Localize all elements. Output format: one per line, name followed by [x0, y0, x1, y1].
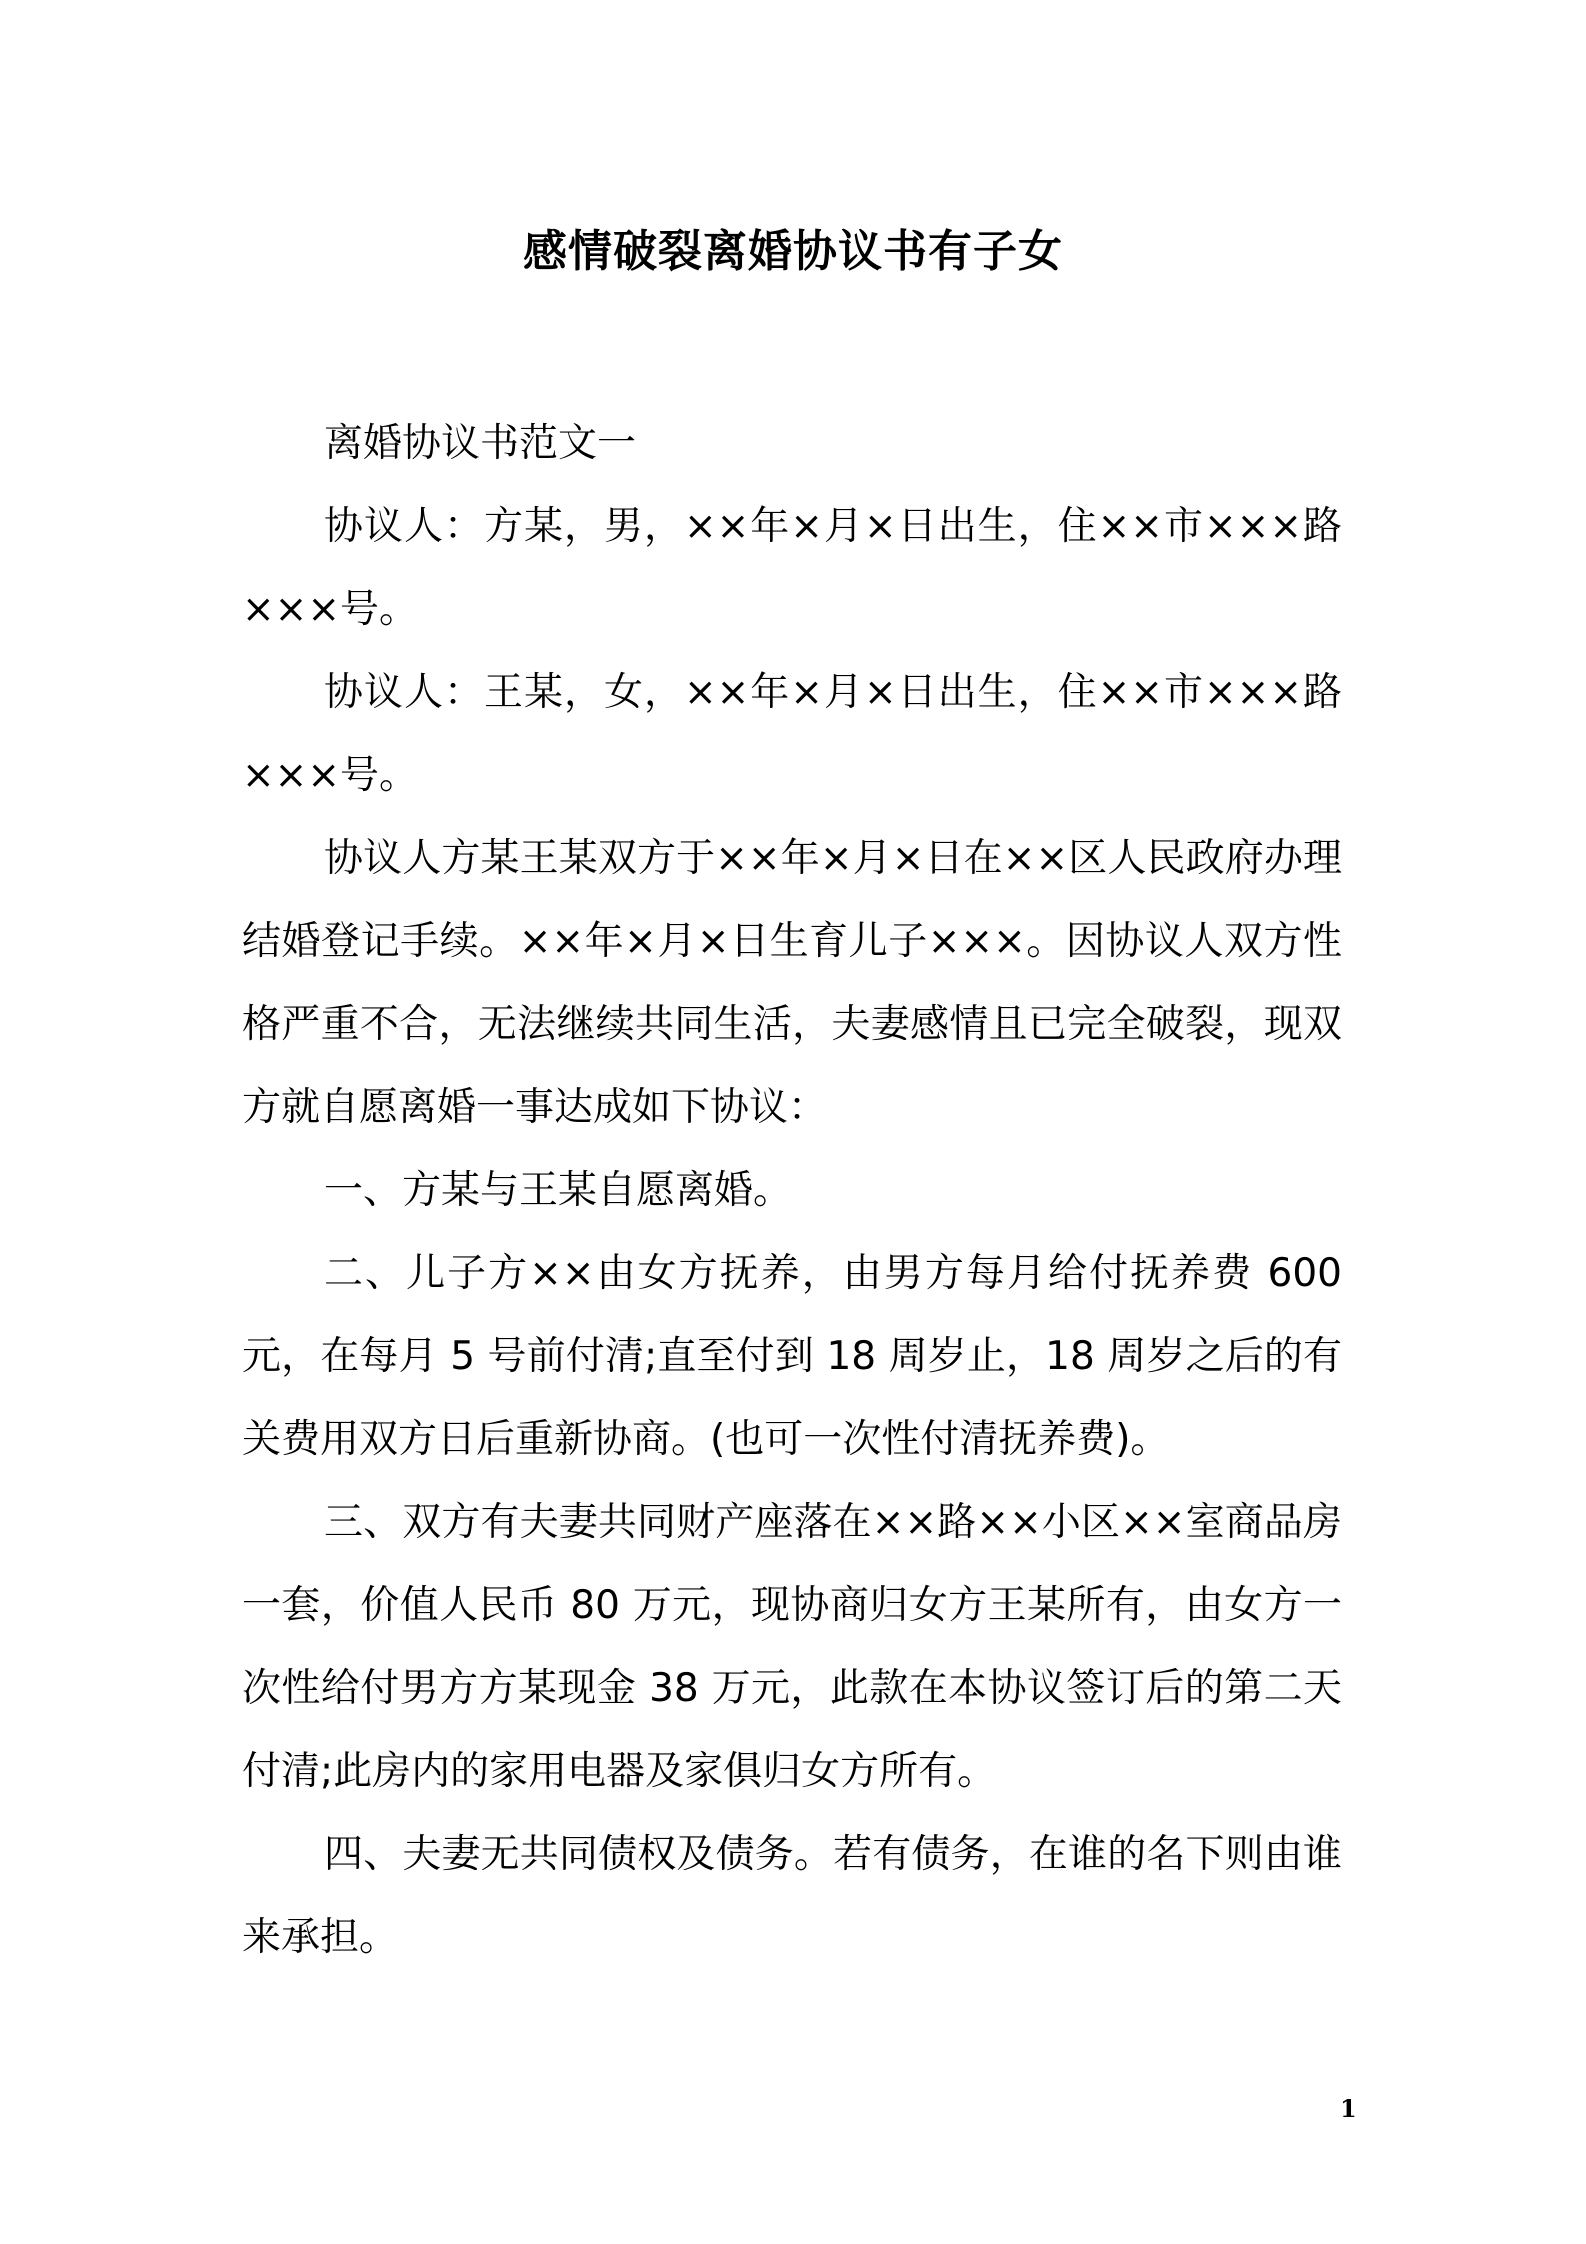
paragraph-sample-heading: 离婚协议书范文一: [324, 421, 637, 466]
paragraph-clause-2: 二、儿子方××由女方抚养，由男方每月给付抚养费 600 元，在每月 5 号前付清;直至付到 18 周岁止，18 周岁之后的有关费用双方日后重新协商。(也可一次性付清抚养费)。: [242, 1251, 1342, 1462]
paragraph-clause-3: 三、双方有夫妻共同财产座落在××路××小区××室商品房一套，价值人民币 80 万元，现协商归女方王某所有，由女方一次性给付男方方某现金 38 万元，此款在本协议签订后的第二天付清;此房内的家用电器及家俱归女方所有。: [242, 1500, 1342, 1794]
paragraph-clause-4: 四、夫妻无共同债权及债务。若有债务，在谁的名下则由谁来承担。: [242, 1832, 1342, 1960]
paragraph-party-male: 协议人：方某，男，××年×月×日出生，住××市×××路×××号。: [242, 504, 1342, 632]
document-title: 感情破裂离婚协议书有子女: [523, 226, 1063, 277]
page-number: 1: [1340, 2094, 1357, 2123]
document-body: [242, 402, 1342, 1979]
paragraph-clause-1: 一、方某与王某自愿离婚。: [324, 1168, 793, 1213]
paragraph-background: 协议人方某王某双方于××年×月×日在××区人民政府办理结婚登记手续。××年×月×日生育儿子×××。因协议人双方性格严重不合，无法继续共同生活，夫妻感情且已完全破裂，现双方就自愿离婚一事达成如下协议：: [242, 836, 1342, 1130]
paragraph-party-female: 协议人：王某，女，××年×月×日出生，住××市×××路×××号。: [242, 670, 1342, 798]
